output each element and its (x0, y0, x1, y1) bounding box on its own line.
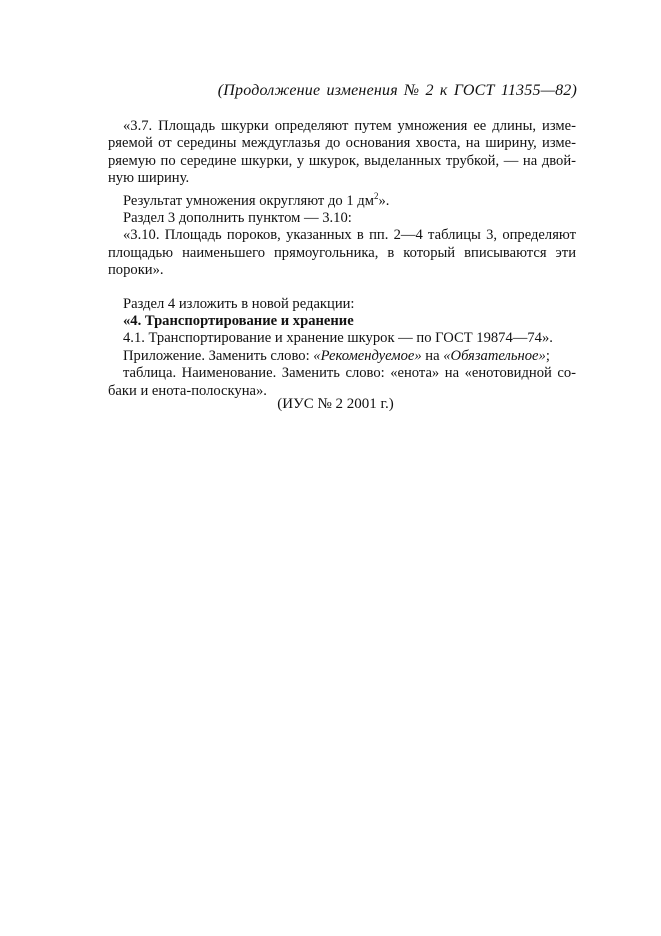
paragraph-4-1: 4.1. Транспортирование и хранение шкурок — по ГОСТ 19874—74». (123, 330, 553, 347)
paragraph-3-7-line-2: ряемой от середины междуглазья до основания хвоста, на ширину, изме- (108, 135, 576, 152)
paragraph-3-7-line-3: ряемую по середине шкурки, у шкурок, выделанных трубкой, — на двой- (108, 152, 576, 169)
appendix-old-word: «Рекомендуемое» (313, 347, 422, 364)
paragraph-section-4: Раздел 4 изложить в новой редакции: (123, 295, 355, 312)
appendix-middle: на (421, 347, 444, 364)
appendix-new-word: «Обязательное» (443, 347, 546, 364)
paragraph-gap (108, 280, 576, 296)
paragraph-3-7-line-4: ную ширину. (108, 170, 190, 187)
appendix-suffix: ; (545, 347, 550, 364)
paragraph-table-line-2: баки и енота-полоскуна». (108, 382, 267, 399)
paragraph-3-10-line-3: пороки». (108, 262, 164, 279)
paragraph-table-line-1: таблица. Наименование. Заменить слово: «енота» на «енотовидной со- (123, 365, 576, 382)
section-4-heading: «4. Транспортирование и хранение (123, 312, 354, 329)
result-closing: ». (378, 192, 390, 209)
result-superscript: 2 (373, 190, 379, 201)
document-body (108, 118, 576, 400)
continuation-header: (Продолжение изменения № 2 к ГОСТ 11355—82) (217, 82, 577, 99)
paragraph-result (108, 188, 576, 210)
appendix-prefix: Приложение. Заменить слово: (123, 347, 314, 364)
paragraph-3-10-line-1: «3.10. Площадь пороков, указанных в пп. 2—4 таблицы 3, определяют (123, 227, 576, 244)
paragraph-3-10-line-2: площадью наименьшего прямоугольника, в который вписываются эти (108, 244, 576, 261)
source-reference: (ИУС № 2 2001 г.) (277, 396, 394, 412)
paragraph-section-3: Раздел 3 дополнить пунктом — 3.10: (123, 209, 352, 226)
paragraph-3-7-line-1: «3.7. Площадь шкурки определяют путем умножения ее длины, изме- (123, 118, 576, 134)
paragraph-appendix (108, 348, 576, 365)
result-text: Результат умножения округляют до 1 дм (123, 192, 374, 209)
